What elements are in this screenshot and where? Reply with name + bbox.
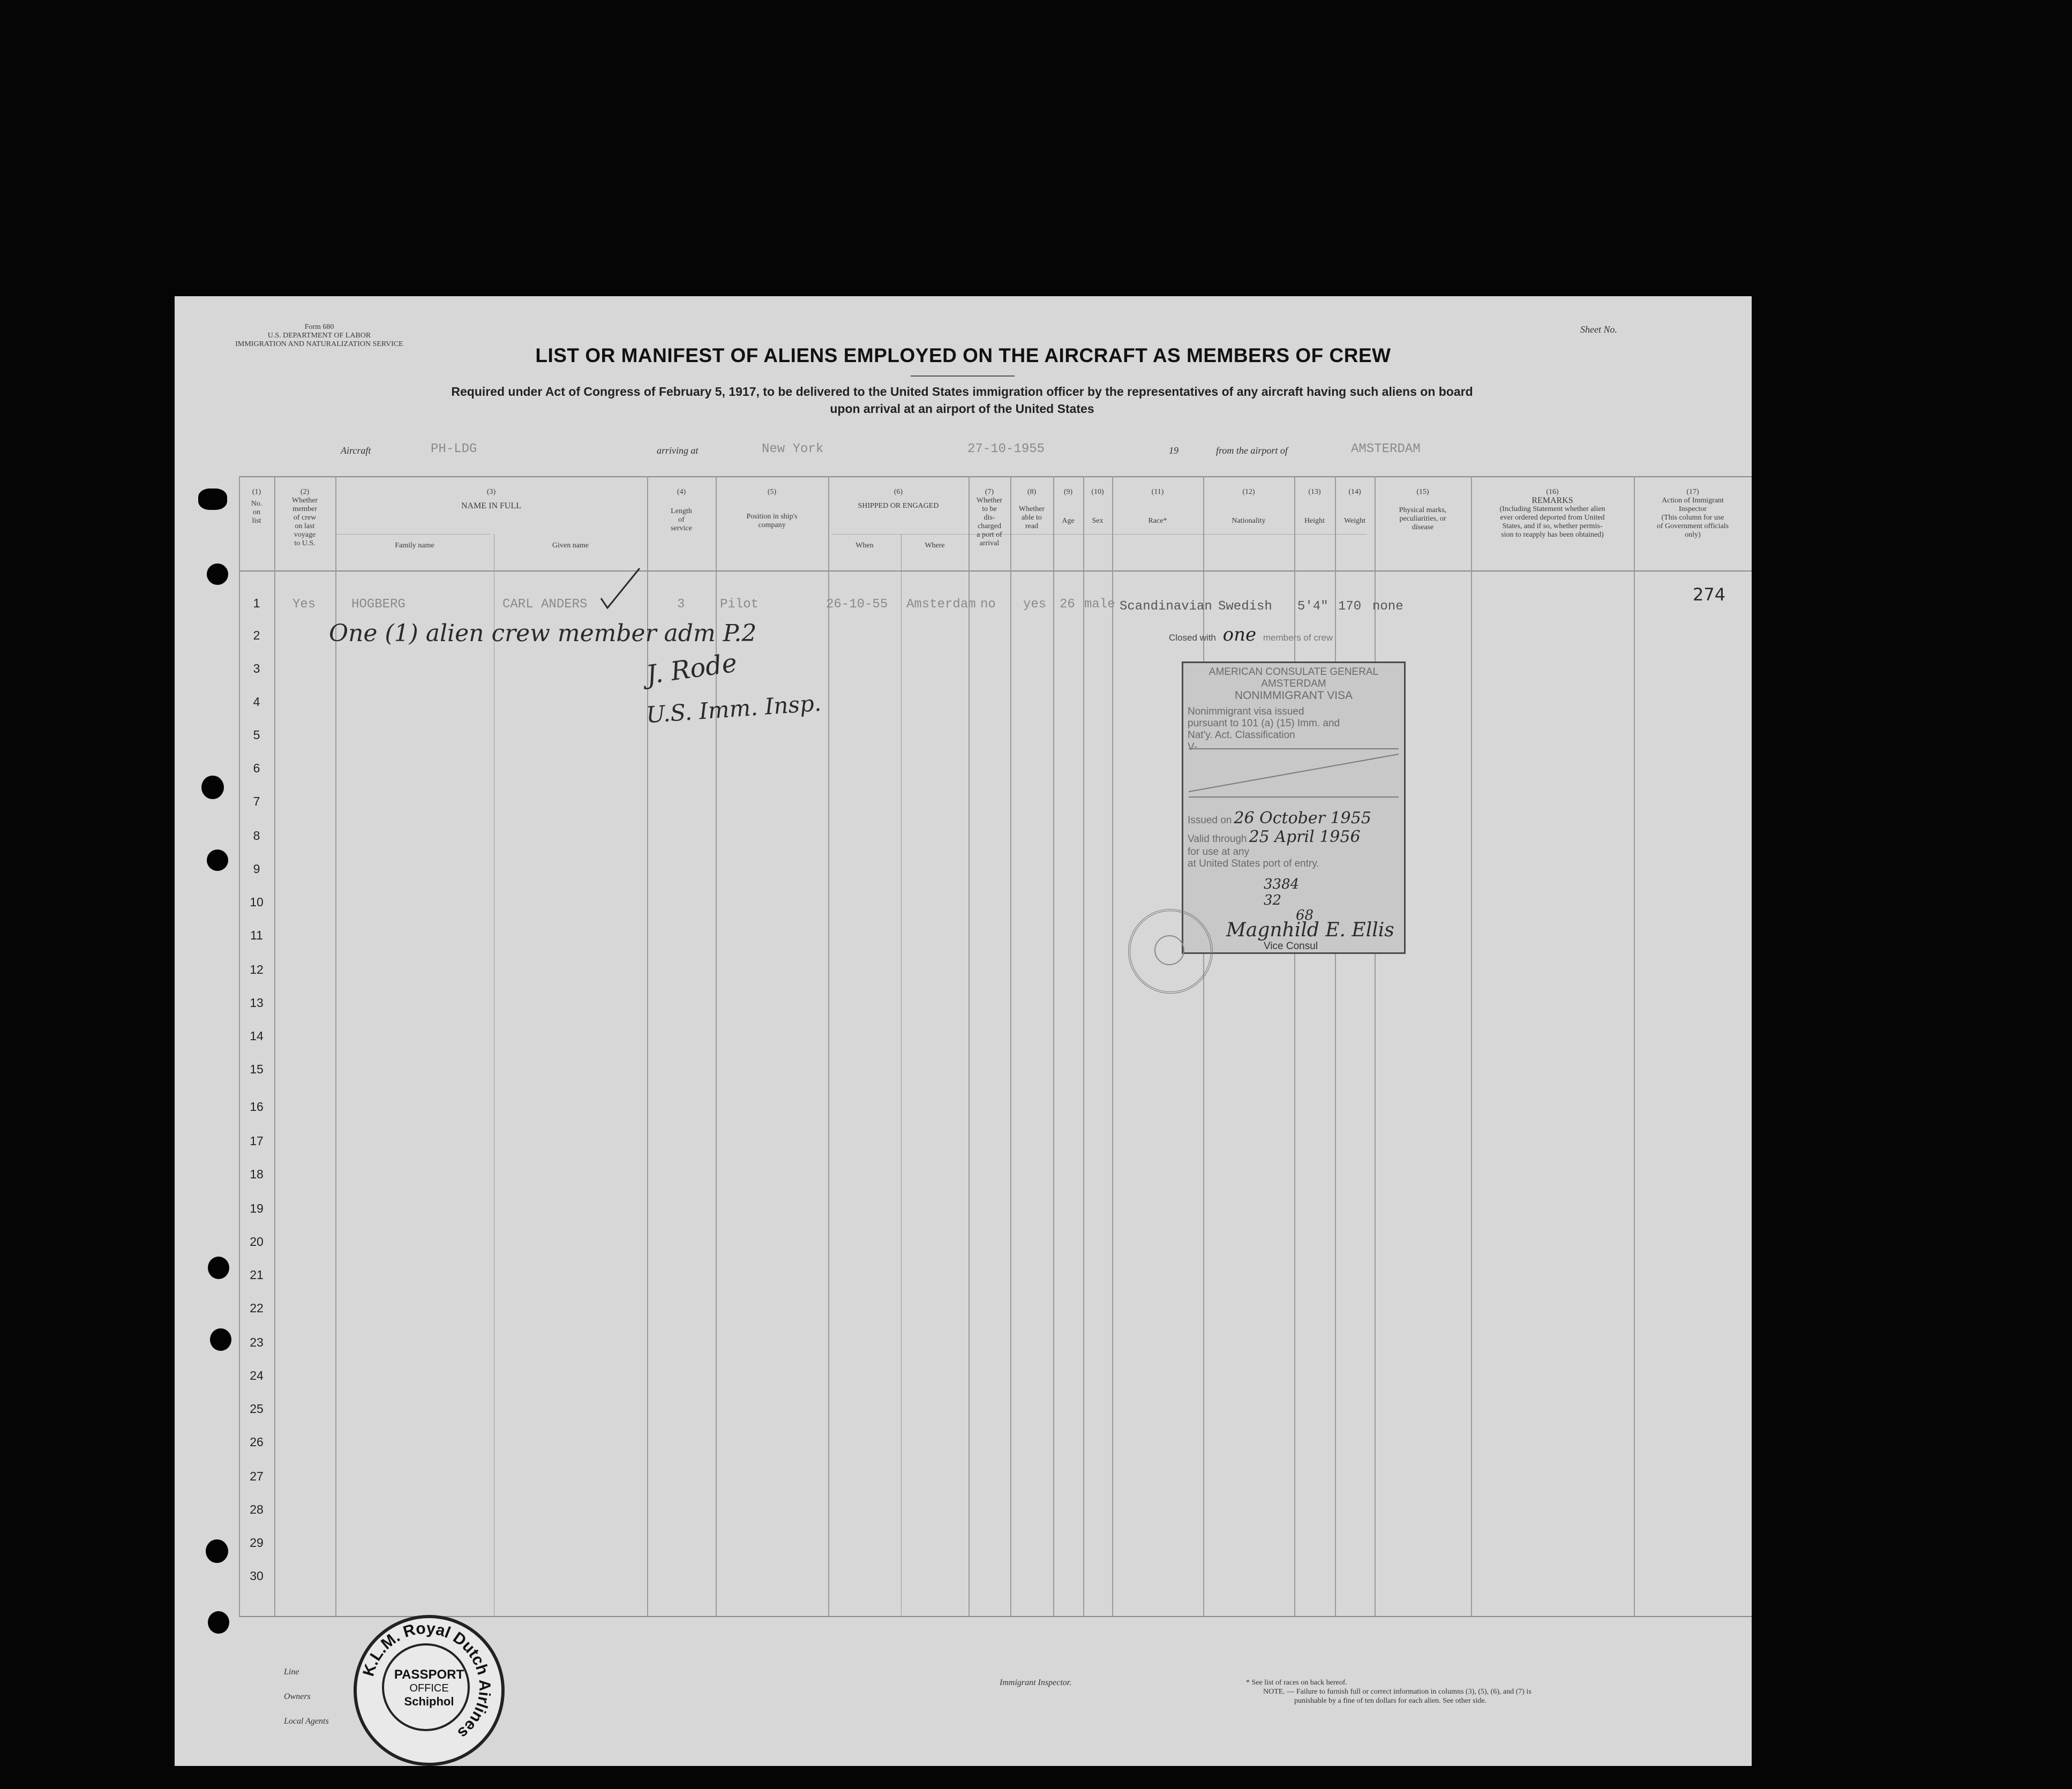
col-header-family-name: Family name	[395, 542, 434, 550]
col-number: (13)	[1308, 488, 1321, 496]
col-header-given-name: Given name	[552, 542, 589, 550]
entry-race: Scandinavian	[1120, 599, 1212, 614]
col-header-text: No.	[251, 500, 262, 508]
footer-line-label: Line	[284, 1667, 299, 1677]
col-header-text: (This column for use	[1661, 514, 1724, 522]
closed-with-line	[1169, 624, 1333, 645]
col-rule	[828, 476, 829, 1617]
col-header-text: voyage	[294, 531, 316, 539]
col-header-text: arrival	[979, 539, 1000, 547]
col-rule	[1083, 476, 1084, 1617]
col-header-text: company	[758, 521, 786, 529]
consular-seal	[1128, 909, 1213, 994]
col-number: (7)	[985, 488, 994, 496]
col-rule	[335, 476, 336, 1617]
row-number: 24	[250, 1369, 264, 1382]
seal-line-1: PASSPORT	[394, 1667, 464, 1682]
form-subtitle	[314, 383, 1610, 417]
row-number: 27	[250, 1469, 264, 1483]
col-rule	[1294, 476, 1295, 1617]
col-rule	[1335, 476, 1336, 1617]
stamp-issued-date: 26 October 1955	[1234, 809, 1371, 828]
row-number: 21	[250, 1268, 264, 1282]
col-number: (8)	[1027, 488, 1037, 496]
col-header-text: read	[1025, 522, 1039, 530]
row-number: 7	[253, 794, 260, 808]
row-number: 19	[250, 1201, 264, 1215]
col-header-text: Inspector	[1678, 505, 1707, 513]
col-header-weight	[1335, 488, 1375, 525]
eagle-emblem-icon	[1154, 935, 1184, 965]
col-number: (9)	[1063, 488, 1073, 496]
col-header-discharged	[969, 488, 1010, 548]
col-number: (14)	[1348, 488, 1361, 496]
row-number: 4	[253, 695, 260, 709]
arriving-value: New York	[762, 442, 824, 456]
col-header-text: Position in ship's	[746, 513, 798, 521]
stamp-valid-date: 25 April 1956	[1249, 828, 1361, 846]
row-number: 15	[250, 1062, 264, 1076]
col-header-read	[1010, 488, 1053, 531]
stamp-cancel-lines	[1189, 743, 1399, 802]
col-number: (1)	[252, 488, 261, 496]
row-number: 9	[253, 862, 260, 876]
row-number: 20	[250, 1235, 264, 1249]
row-number: 3	[253, 662, 260, 675]
entry-where: Amsterdam	[906, 597, 976, 612]
manifest-sheet	[175, 296, 1752, 1766]
seal-line-3: Schiphol	[404, 1695, 454, 1708]
arriving-label: arriving at	[657, 445, 699, 456]
stamp-issued-label: Issued on	[1188, 815, 1232, 826]
col-number: (10)	[1091, 488, 1104, 496]
klm-passport-seal	[354, 1615, 505, 1766]
stamp-issued-line: Nonimmigrant visa issued	[1188, 706, 1304, 717]
closed-members-label: members of crew	[1263, 633, 1333, 643]
col-header-text: of	[678, 516, 685, 524]
closed-count: one	[1222, 624, 1257, 645]
vice-consul-signature: Magnhild E. Ellis	[1226, 919, 1394, 941]
seal-line-2: OFFICE	[409, 1682, 449, 1694]
col-number: (4)	[677, 488, 686, 496]
footer-agents-label: Local Agents	[284, 1717, 329, 1726]
aircraft-label: Aircraft	[341, 445, 371, 456]
col-header-where: Where	[925, 542, 945, 550]
entry-length-of-service: 3	[677, 597, 685, 612]
col-header-text: Action of Immigrant	[1662, 497, 1724, 505]
binder-hole-icon	[208, 1257, 229, 1279]
col-header-no	[239, 488, 274, 525]
col-number: (17)	[1686, 488, 1699, 496]
visa-stamp-header	[1188, 666, 1400, 702]
col-rule	[647, 476, 648, 1617]
col-header-text: Age	[1062, 517, 1075, 525]
col-rule	[1203, 476, 1204, 1617]
col-number: (16)	[1546, 488, 1559, 496]
entry-on-last-voyage: Yes	[292, 597, 316, 612]
from-airport-value: AMSTERDAM	[1351, 442, 1421, 456]
stamp-consulate: AMERICAN CONSULATE GENERAL	[1208, 666, 1379, 678]
stamp-valid-row	[1188, 828, 1402, 846]
entry-nationality: Swedish	[1218, 599, 1272, 614]
row-number: 23	[250, 1335, 264, 1349]
service-name: IMMIGRATION AND NATURALIZATION SERVICE	[235, 340, 403, 348]
inspector-number: 274	[1693, 584, 1726, 605]
col-header-text: disease	[1412, 523, 1434, 531]
row-number: 17	[250, 1134, 264, 1148]
handwritten-note: One (1) alien crew member adm P.2	[329, 620, 757, 647]
row-number: 6	[253, 761, 260, 775]
inspector-signature: J. Rode	[644, 648, 739, 690]
col-header-text: to be	[982, 505, 997, 513]
entry-given-name: CARL ANDERS	[502, 597, 588, 612]
col-rule	[274, 476, 275, 1617]
col-header-when: When	[855, 542, 874, 550]
col-header-text: charged	[977, 522, 1002, 530]
col-header-position	[716, 488, 828, 530]
col-header-text: list	[252, 517, 261, 525]
check-mark-icon	[596, 565, 649, 613]
col-header-text: only)	[1685, 531, 1701, 539]
stamp-act-line: Nat'y. Act. Classification	[1188, 730, 1295, 741]
subtitle-line-2: upon arrival at an airport of the United States	[830, 402, 1094, 416]
inspector-title-handwritten: U.S. Imm. Insp.	[645, 689, 822, 728]
binder-hole-icon	[210, 1328, 231, 1351]
col-rule	[716, 476, 717, 1617]
col-header-shipped	[828, 488, 969, 510]
department-name: U.S. DEPARTMENT OF LABOR	[267, 332, 371, 340]
col-header-text: Length	[671, 507, 692, 515]
col-header-text: (Including Statement whether alien	[1499, 505, 1605, 513]
row-number: 22	[250, 1301, 264, 1315]
entry-discharged: no	[980, 597, 996, 612]
col-header-action	[1634, 488, 1752, 539]
entry-physical-marks: none	[1372, 599, 1403, 614]
binder-hole-icon	[207, 850, 228, 871]
stamp-serial: 3384	[1264, 876, 1300, 892]
svg-text:K.L.M. Royal Dutch Airlines: K.L.M. Royal Dutch Airlines	[359, 1619, 494, 1742]
col-header-text: Whether	[976, 497, 1003, 505]
arrival-date: 27-10-1955	[967, 442, 1045, 456]
col-header-text: sion to reapply has been obtained)	[1501, 531, 1604, 539]
row-number: 30	[250, 1569, 264, 1583]
col-number: (6)	[894, 488, 903, 496]
col-rule	[969, 476, 970, 1617]
row-number: 28	[250, 1502, 264, 1516]
col-header-text: member	[292, 505, 317, 513]
entry-able-to-read: yes	[1023, 597, 1047, 612]
col-header-member	[274, 488, 335, 548]
vice-consul-title: Vice Consul	[1264, 941, 1318, 952]
footer-note-races: * See list of races on back hereof.	[1246, 1679, 1347, 1687]
entry-when: 26-10-55	[826, 597, 888, 612]
col-header-text: States, and if so, whether permis-	[1502, 522, 1603, 530]
row-number: 14	[250, 1029, 264, 1043]
subheader-rule	[831, 534, 1367, 535]
row-number: 8	[253, 829, 260, 843]
row-number: 16	[250, 1100, 264, 1114]
col-header-service	[647, 488, 716, 533]
name-subheader-rule	[335, 534, 491, 535]
stamp-pursuant-line: pursuant to 101 (a) (15) Imm. and	[1188, 718, 1340, 729]
year-label: 19	[1169, 445, 1178, 456]
col-header-text: Whether	[291, 497, 318, 505]
binder-hole-icon	[206, 1539, 228, 1563]
row-number: 11	[250, 928, 263, 942]
stamp-visa-type: NONIMMIGRANT VISA	[1234, 689, 1353, 702]
col-header-height	[1294, 488, 1335, 525]
col-number: (3)	[486, 488, 496, 496]
stamp-for-use: for use at any	[1188, 846, 1250, 858]
footer-inspector-label: Immigrant Inspector.	[1000, 1678, 1072, 1687]
col-header-text: Race*	[1148, 517, 1167, 525]
row-number: 13	[250, 996, 264, 1010]
row-number: 2	[253, 628, 260, 642]
col-header-text: service	[671, 524, 692, 532]
col-rule	[1634, 476, 1635, 1617]
stamp-fee: 32	[1264, 892, 1282, 908]
col-number: (5)	[767, 488, 777, 496]
binder-hole-icon	[207, 563, 228, 585]
footer-notes	[1246, 1678, 1532, 1705]
col-header-text: REMARKS	[1532, 496, 1573, 505]
form-number: Form 680	[304, 323, 334, 331]
col-header-remarks	[1471, 488, 1634, 539]
col-header-text: Sex	[1092, 517, 1103, 525]
col-number: (12)	[1242, 488, 1255, 496]
col-header-text: of crew	[293, 514, 317, 522]
page-title: LIST OR MANIFEST OF ALIENS EMPLOYED ON THE AIRCRAFT AS MEMBERS OF CREW	[535, 344, 1391, 366]
visa-stamp	[1182, 662, 1406, 954]
title-underline	[911, 375, 1015, 377]
header-bottom-rule	[239, 570, 1752, 572]
col-header-text: Physical marks,	[1399, 506, 1447, 514]
table-top-rule	[239, 476, 1752, 477]
col-header-text: Height	[1304, 517, 1325, 525]
row-number: 29	[250, 1536, 264, 1550]
col-number: (2)	[300, 488, 310, 496]
entry-position: Pilot	[720, 597, 759, 612]
col-header-text: able to	[1022, 514, 1042, 522]
stamp-tariff: 68	[1296, 907, 1314, 923]
col-rule	[1471, 476, 1472, 1617]
col-header-name	[335, 488, 647, 510]
sheet-number-label: Sheet No.	[1580, 324, 1617, 335]
col-header-race	[1112, 488, 1203, 525]
stamp-issued-row	[1188, 809, 1402, 828]
row-number: 5	[253, 728, 260, 742]
stamp-dates	[1188, 809, 1402, 870]
col-rule	[1010, 476, 1011, 1617]
col-header-text: of Government officials	[1656, 522, 1729, 530]
col-header-text: peculiarities, or	[1399, 515, 1446, 523]
col-header-text: dis-	[984, 514, 995, 522]
col-rule	[1053, 476, 1054, 1617]
row-number: 18	[250, 1167, 264, 1181]
col-rule	[901, 534, 902, 1617]
col-header-nationality	[1203, 488, 1294, 525]
binder-hole-icon	[198, 488, 227, 510]
subtitle-line-1: Required under Act of Congress of February 5, 1917, to be delivered to the United States immigration officer by the representatives of any aircraft having such aliens on board	[451, 385, 1473, 399]
col-number: (11)	[1151, 488, 1164, 496]
col-header-text: Weight	[1343, 517, 1366, 525]
entry-height: 5'4"	[1297, 599, 1328, 614]
col-header-text: Whether	[1018, 505, 1045, 513]
col-header-physical	[1375, 488, 1471, 532]
col-header-text: to U.S.	[294, 539, 316, 547]
col-header-text: on last	[295, 522, 315, 530]
closed-with-label: Closed with	[1169, 633, 1216, 643]
col-header-text: Nationality	[1232, 517, 1266, 525]
col-header-text: NAME IN FULL	[461, 501, 521, 510]
entry-weight: 170	[1338, 599, 1362, 614]
col-header-text: a port of	[977, 531, 1002, 539]
stamp-class-line: V-	[1188, 741, 1197, 753]
entry-sex: male	[1084, 597, 1115, 612]
row-number: 12	[250, 963, 264, 976]
col-header-sex	[1083, 488, 1112, 525]
col-rule	[1375, 476, 1376, 1617]
binder-hole-icon	[208, 1611, 229, 1634]
col-rule	[1112, 476, 1113, 1617]
from-airport-label: from the airport of	[1216, 445, 1288, 456]
row-number: 1	[253, 596, 260, 610]
aircraft-value: PH-LDG	[431, 442, 477, 456]
stamp-city: AMSTERDAM	[1261, 678, 1326, 689]
col-header-text: on	[253, 508, 260, 516]
row-number: 25	[250, 1402, 264, 1416]
binder-hole-icon	[201, 776, 224, 799]
stamp-valid-label: Valid through	[1188, 833, 1247, 845]
col-header-text: SHIPPED OR ENGAGED	[858, 502, 939, 510]
seal-center	[389, 1667, 469, 1709]
footer-note-penalty: NOTE. — Failure to furnish full or correct information in columns (3), (5), (6), and (7) is	[1263, 1688, 1532, 1696]
col-header-text: ever ordered deported from United	[1500, 514, 1605, 522]
col-header-age	[1053, 488, 1083, 525]
footer-owners-label: Owners	[284, 1692, 311, 1701]
entry-family-name: HOGBERG	[351, 597, 406, 612]
row-number: 10	[250, 895, 264, 909]
footer-note-fine: punishable by a fine of ten dollars for each alien. See other side.	[1294, 1697, 1487, 1705]
col-number: (15)	[1416, 488, 1429, 496]
entry-age: 26	[1060, 597, 1075, 612]
stamp-port-of-entry: at United States port of entry.	[1188, 858, 1319, 869]
row-number: 26	[250, 1435, 264, 1449]
